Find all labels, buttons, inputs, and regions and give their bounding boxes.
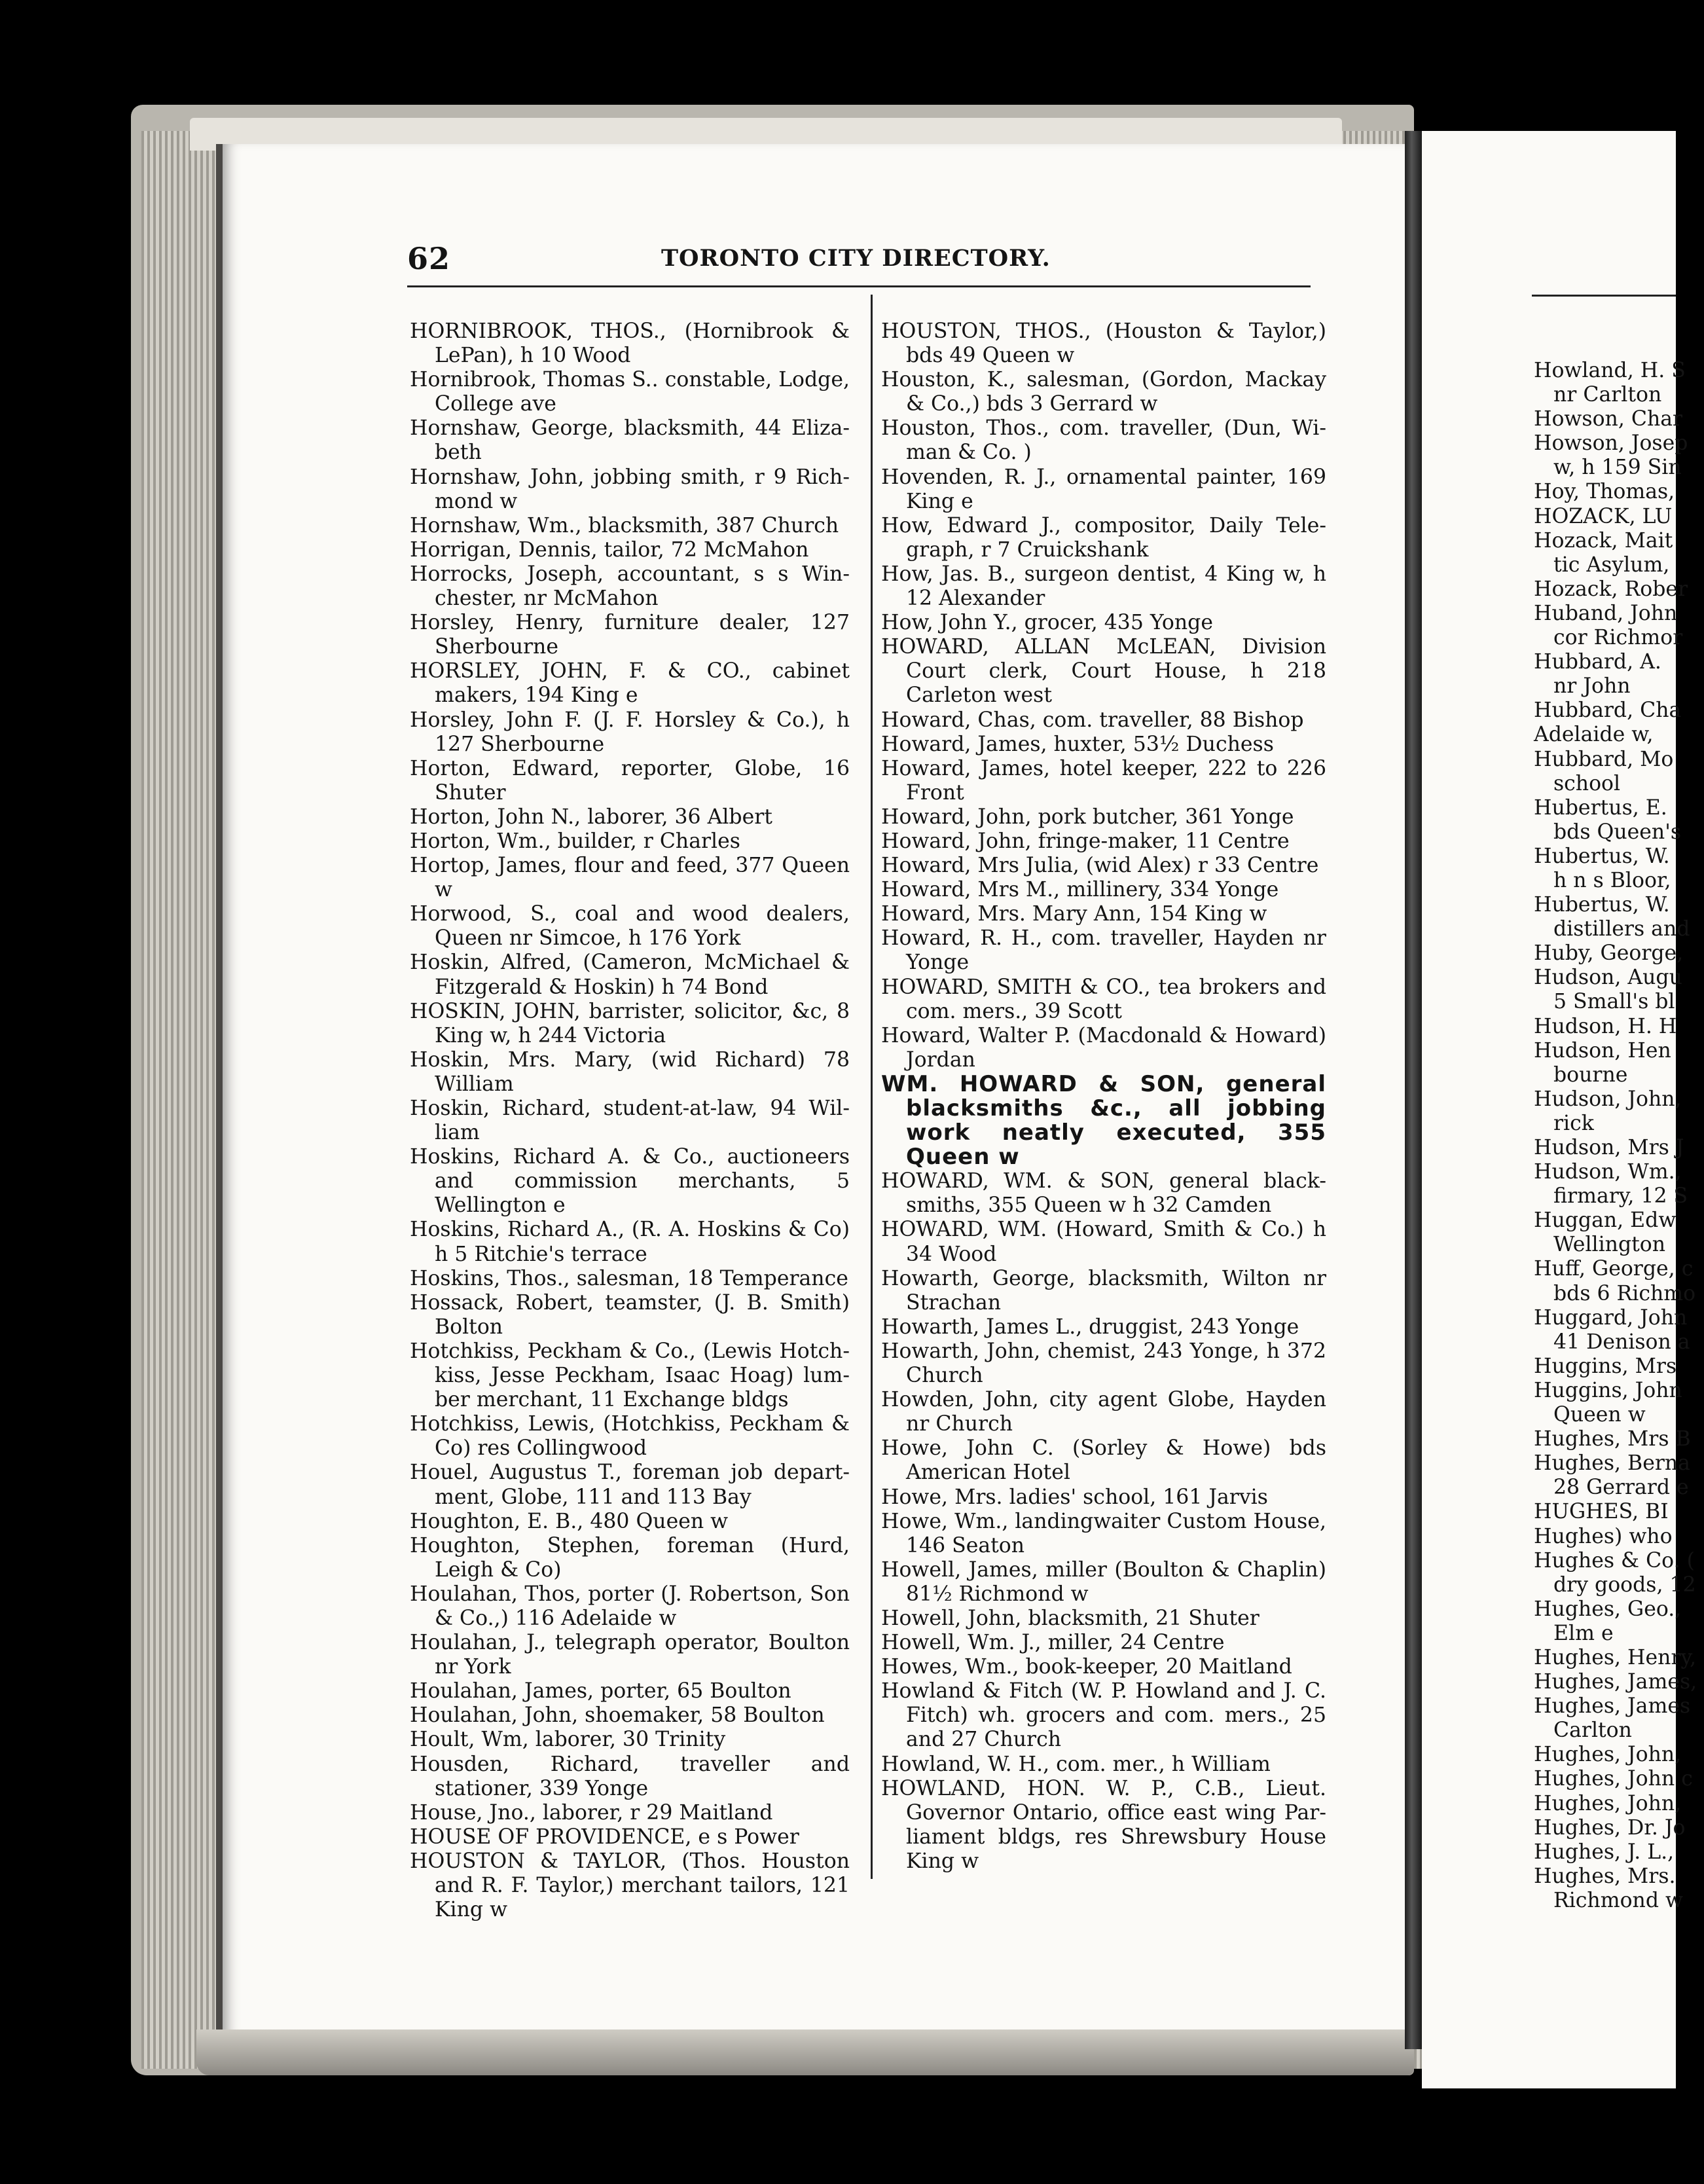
directory-entry: Houel, Augustus T., foreman job depart-ment, Globe, 111 and 113 Bay: [410, 1461, 850, 1509]
directory-entry: Hortop, James, flour and feed, 377 Queen w: [410, 854, 850, 902]
facing-page-line: Hughes, Mrs B: [1534, 1427, 1691, 1451]
header-rule: [407, 285, 1311, 287]
directory-entry: Howard, Chas, com. traveller, 88 Bishop: [881, 708, 1304, 732]
directory-entry: Hoskin, Richard, student-at-law, 94 Wil-liam: [410, 1097, 850, 1145]
directory-entry: Hornibrook, Thomas S.. constable, Lodge, College ave: [410, 368, 850, 416]
facing-page-line: Hubbard, A.: [1534, 650, 1661, 674]
facing-page-line: Hozack, Rober: [1534, 577, 1688, 601]
facing-page-line: Hughes, Berna: [1534, 1451, 1690, 1476]
directory-entry: Hossack, Robert, teamster, (J. B. Smith) Bolton: [410, 1290, 850, 1339]
page-number: 62: [407, 241, 451, 276]
directory-entry: HOWARD, SMITH & CO., tea brokers and com. mers., 39 Scott: [881, 975, 1326, 1023]
facing-page-line: Richmond w: [1553, 1888, 1683, 1912]
facing-page-line: Hughes, J. L.,: [1534, 1840, 1675, 1864]
facing-page-line: bds Queen's: [1553, 820, 1682, 844]
facing-page-line: Hughes, Geo.,: [1534, 1597, 1682, 1621]
facing-page-line: Hudson, John,: [1534, 1087, 1682, 1111]
directory-entry: Horsley, Henry, furniture dealer, 127 Sherbourne: [410, 611, 850, 659]
directory-entry: Houghton, Stephen, foreman (Hurd, Leigh & Co): [410, 1533, 850, 1582]
directory-entry: Houston, Thos., com. traveller, (Dun, Wi-man & Co. ): [881, 416, 1326, 465]
directory-entry: Howell, John, blacksmith, 21 Shuter: [881, 1606, 1260, 1630]
facing-page-line: Hughes, Mrs.: [1534, 1864, 1676, 1888]
facing-page-line: Hubertus, W.: [1534, 893, 1670, 917]
directory-entry: How, John Y., grocer, 435 Yonge: [881, 611, 1213, 635]
facing-page-line: Hudson, Augu: [1534, 966, 1682, 990]
directory-entry: Howell, James, miller (Boulton & Chaplin) 81½ Richmond w: [881, 1557, 1326, 1606]
directory-entry: Hotchkiss, Lewis, (Hotchkiss, Peckham & Co) res Collingwood: [410, 1412, 850, 1461]
directory-entry: Howland & Fitch (W. P. Howland and J. C. Fitch) wh. grocers and com. mers., 25 and 27 Church: [881, 1679, 1326, 1752]
facing-page-line: 28 Gerrard e: [1553, 1476, 1689, 1500]
directory-entry: Horton, John N., laborer, 36 Albert: [410, 805, 772, 829]
directory-entry: Howard, Walter P. (Macdonald & Howard) Jordan: [881, 1023, 1326, 1072]
page-bottom-edge: [196, 2029, 1414, 2075]
facing-page-line: Hughes, John,: [1534, 1743, 1682, 1767]
facing-page-line: Hughes, John c: [1534, 1767, 1693, 1791]
facing-page-line: Hubertus, W.: [1534, 844, 1670, 868]
facing-page-line: nr Carlton: [1553, 383, 1662, 407]
facing-page-line: Howson, Josep: [1534, 431, 1688, 456]
directory-entry: Hoskins, Richard A., (R. A. Hoskins & Co) h 5 Ritchie's terrace: [410, 1218, 850, 1266]
directory-entry: Hornshaw, John, jobbing smith, r 9 Rich-mond w: [410, 465, 850, 513]
directory-entry: Howard, James, hotel keeper, 222 to 226 Front: [881, 756, 1326, 805]
directory-entry: Hoskins, Thos., salesman, 18 Temperance: [410, 1266, 848, 1290]
running-title: TORONTO CITY DIRECTORY.: [661, 245, 1051, 272]
facing-page-line: Adelaide w,: [1534, 723, 1654, 747]
middle-column: [881, 319, 1326, 1874]
directory-entry: Howden, John, city agent Globe, Hayden nr Church: [881, 1388, 1326, 1436]
facing-page-line: Hughes, John,: [1534, 1791, 1682, 1815]
directory-entry: Horrocks, Joseph, accountant, s s Win-chester, nr McMahon: [410, 562, 850, 611]
facing-page-line: Hudson, Mrs J: [1534, 1136, 1684, 1159]
directory-entry: Houston, K., salesman, (Gordon, Mackay & Co.,) bds 3 Gerrard w: [881, 368, 1326, 416]
directory-entry: Houlahan, J., telegraph operator, Boulton nr York: [410, 1631, 850, 1679]
facing-page-rule: [1532, 295, 1676, 297]
facing-page-line: HOZACK, LU: [1534, 504, 1673, 528]
facing-page-line: Hoy, Thomas,: [1534, 480, 1675, 504]
facing-page-line: Hubbard, Cha: [1534, 699, 1682, 723]
directory-entry: Horton, Wm., builder, r Charles: [410, 829, 740, 853]
directory-entry: HOWARD, WM. (Howard, Smith & Co.) h 34 Wood: [881, 1218, 1326, 1266]
directory-entry: Howarth, George, blacksmith, Wilton nr Strachan: [881, 1266, 1326, 1315]
facing-page-line: 5 Small's bl: [1553, 990, 1675, 1014]
facing-page-line: Howson, Char: [1534, 407, 1683, 431]
facing-page-line: rick: [1553, 1111, 1594, 1135]
directory-entry: HORNIBROOK, THOS., (Hornibrook & LePan), h 10 Wood: [410, 319, 850, 368]
directory-entry: Hoskins, Richard A. & Co., auctioneers and commission merchants, 5 Wellington e: [410, 1145, 850, 1218]
book-gutter: [1405, 131, 1422, 2049]
directory-entry: HORSLEY, JOHN, F. & CO., cabinet makers, 194 King e: [410, 659, 850, 708]
directory-entry: Hoskin, Alfred, (Cameron, McMichael & Fitzgerald & Hoskin) h 74 Bond: [410, 951, 850, 999]
facing-page-line: Hughes, James: [1534, 1694, 1691, 1719]
facing-page-line: bourne: [1553, 1063, 1628, 1087]
directory-entry: Howard, John, pork butcher, 361 Yonge: [881, 805, 1294, 829]
directory-entry: Howland, W. H., com. mer., h William: [881, 1752, 1271, 1776]
facing-page-line: tic Asylum,: [1553, 553, 1670, 577]
directory-entry: Howarth, John, chemist, 243 Yonge, h 372 Church: [881, 1339, 1326, 1388]
directory-entry: Howell, Wm. J., miller, 24 Centre: [881, 1631, 1225, 1655]
facing-page-line: Huggins, John: [1534, 1378, 1682, 1402]
facing-page-line: Hozack, Mait: [1534, 528, 1673, 553]
directory-entry: Howes, Wm., book-keeper, 20 Maitland: [881, 1655, 1292, 1679]
facing-page-line: Huby, George,: [1534, 941, 1684, 966]
facing-page-line: Hubbard, Mo: [1534, 747, 1674, 771]
directory-entry: Horton, Edward, reporter, Globe, 16 Shuter: [410, 756, 850, 805]
facing-page-line: 41 Denison a: [1553, 1330, 1690, 1354]
facing-page-line: HUGHES, BI: [1534, 1500, 1669, 1524]
directory-entry: Horrigan, Dennis, tailor, 72 McMahon: [410, 537, 809, 562]
facing-page-line: school: [1553, 771, 1621, 795]
directory-entry: How, Edward J., compositor, Daily Tele-graph, r 7 Cruickshank: [881, 513, 1326, 562]
directory-entry: Hotchkiss, Peckham & Co., (Lewis Hotch-kiss, Jesse Peckham, Isaac Hoag) lum-ber merchant, 11 Exchange bldgs: [410, 1339, 850, 1412]
facing-page-line: Hughes) who: [1534, 1524, 1673, 1548]
facing-page-line: Hudson, Hen: [1534, 1038, 1671, 1063]
directory-entry: Hovenden, R. J., ornamental painter, 169 King e: [881, 465, 1326, 513]
directory-entry: HOUSE OF PROVIDENCE, e s Power: [410, 1825, 799, 1849]
facing-page-line: firmary, 12 S: [1553, 1184, 1688, 1209]
directory-entry: Houlahan, John, shoemaker, 58 Boulton: [410, 1703, 825, 1728]
facing-page-line: w, h 159 Sin: [1553, 456, 1682, 480]
directory-entry: Howe, Mrs. ladies' school, 161 Jarvis: [881, 1485, 1268, 1509]
facing-page-line: Hughes & Co. (: [1534, 1548, 1695, 1573]
directory-entry: How, Jas. B., surgeon dentist, 4 King w, h 12 Alexander: [881, 562, 1326, 611]
directory-entry: Hoskin, Mrs. Mary, (wid Richard) 78 William: [410, 1047, 850, 1096]
facing-page-line: Huff, George, c: [1534, 1257, 1694, 1281]
facing-page-line: Hughes, Henry,: [1534, 1645, 1697, 1669]
directory-entry: Howard, Mrs Julia, (wid Alex) r 33 Centre: [881, 854, 1319, 878]
facing-page-line: Huggins, Mrs: [1534, 1354, 1677, 1378]
facing-page-line: Hudson, H. H: [1534, 1014, 1677, 1038]
facing-page-line: Hubertus, E.: [1534, 795, 1667, 820]
facing-page-line: cor Richmor: [1553, 626, 1683, 650]
facing-page-line: Hughes, James,: [1534, 1670, 1697, 1694]
directory-entry: Houghton, E. B., 480 Queen w: [410, 1509, 729, 1533]
facing-page-line: Wellington: [1553, 1233, 1666, 1257]
directory-entry: Howard, James, huxter, 53½ Duchess: [881, 732, 1274, 756]
facing-page-line: Howland, H. S: [1534, 359, 1686, 382]
directory-entry: Howard, John, fringe-maker, 11 Centre: [881, 829, 1290, 853]
directory-entry: Houlahan, Thos, porter (J. Robertson, Son & Co.,) 116 Adelaide w: [410, 1582, 850, 1630]
facing-page-line: Carlton: [1553, 1719, 1632, 1743]
directory-entry: HOWARD, ALLAN McLEAN, Division Court clerk, Court House, h 218 Carleton west: [881, 635, 1326, 708]
directory-entry: Horsley, John F. (J. F. Horsley & Co.), h 127 Sherbourne: [410, 708, 850, 756]
facing-page-line: nr John: [1553, 674, 1631, 699]
directory-entry: Howe, Wm., landingwaiter Custom House, 146 Seaton: [881, 1509, 1326, 1557]
facing-page-line: Elm e: [1553, 1621, 1614, 1645]
column-divider: [871, 295, 873, 1879]
directory-entry: Howarth, James L., druggist, 243 Yonge: [881, 1315, 1299, 1339]
facing-page-line: Huggan, Edw: [1534, 1209, 1677, 1233]
facing-page-line: Hughes, Dr. Jo: [1534, 1815, 1686, 1840]
facing-page-line: Huband, John: [1534, 601, 1678, 625]
directory-entry: Hoult, Wm, laborer, 30 Trinity: [410, 1728, 726, 1752]
directory-entry: Howe, John C. (Sorley & Howe) bds American Hotel: [881, 1436, 1326, 1485]
directory-entry: Housden, Richard, traveller and stationer, 339 Yonge: [410, 1752, 850, 1800]
facing-page-line: bds 6 Richmo: [1553, 1281, 1696, 1305]
directory-entry: Houlahan, James, porter, 65 Boulton: [410, 1679, 791, 1703]
facing-page-line: dry goods, 12: [1553, 1573, 1696, 1597]
directory-entry: WM. HOWARD & SON, general blacksmiths &c., all jobbing work neatly executed, 355 Queen w: [881, 1070, 1326, 1171]
directory-entry: Howard, Mrs. Mary Ann, 154 King w: [881, 902, 1267, 926]
facing-page-column: [1534, 359, 1704, 1913]
directory-entry: Hornshaw, Wm., blacksmith, 387 Church: [410, 513, 839, 537]
directory-entry: Howard, Mrs M., millinery, 334 Yonge: [881, 878, 1279, 902]
directory-entry: Horwood, S., coal and wood dealers, Queen nr Simcoe, h 176 York: [410, 902, 850, 951]
facing-page-line: h n s Bloor,: [1553, 868, 1671, 892]
directory-entry: HOWLAND, HON. W. P., C.B., Lieut. Governor Ontario, office east wing Par-liament bldgs, res Shrewsbury House King w: [881, 1776, 1326, 1873]
directory-entry: HOWARD, WM. & SON, general black-smiths, 355 Queen w h 32 Camden: [881, 1169, 1326, 1218]
directory-entry: HOSKIN, JOHN, barrister, solicitor, &c, 8 King w, h 244 Victoria: [410, 999, 850, 1047]
directory-entry: Hornshaw, George, blacksmith, 44 Eliza-beth: [410, 416, 850, 465]
directory-entry: Howard, R. H., com. traveller, Hayden nr Yonge: [881, 926, 1326, 975]
left-column: [410, 319, 850, 1922]
facing-page-line: Queen w: [1553, 1403, 1646, 1427]
facing-page-line: distillers and: [1553, 917, 1690, 941]
directory-entry: House, Jno., laborer, r 29 Maitland: [410, 1800, 773, 1825]
facing-page-line: Huggard, John: [1534, 1305, 1688, 1330]
directory-entry: HOUSTON & TAYLOR, (Thos. Houston and R. F. Taylor,) merchant tailors, 121 King w: [410, 1849, 850, 1922]
directory-entry: HOUSTON, THOS., (Houston & Taylor,) bds 49 Queen w: [881, 319, 1326, 368]
facing-page-line: Hudson, Wm.,: [1534, 1160, 1682, 1184]
